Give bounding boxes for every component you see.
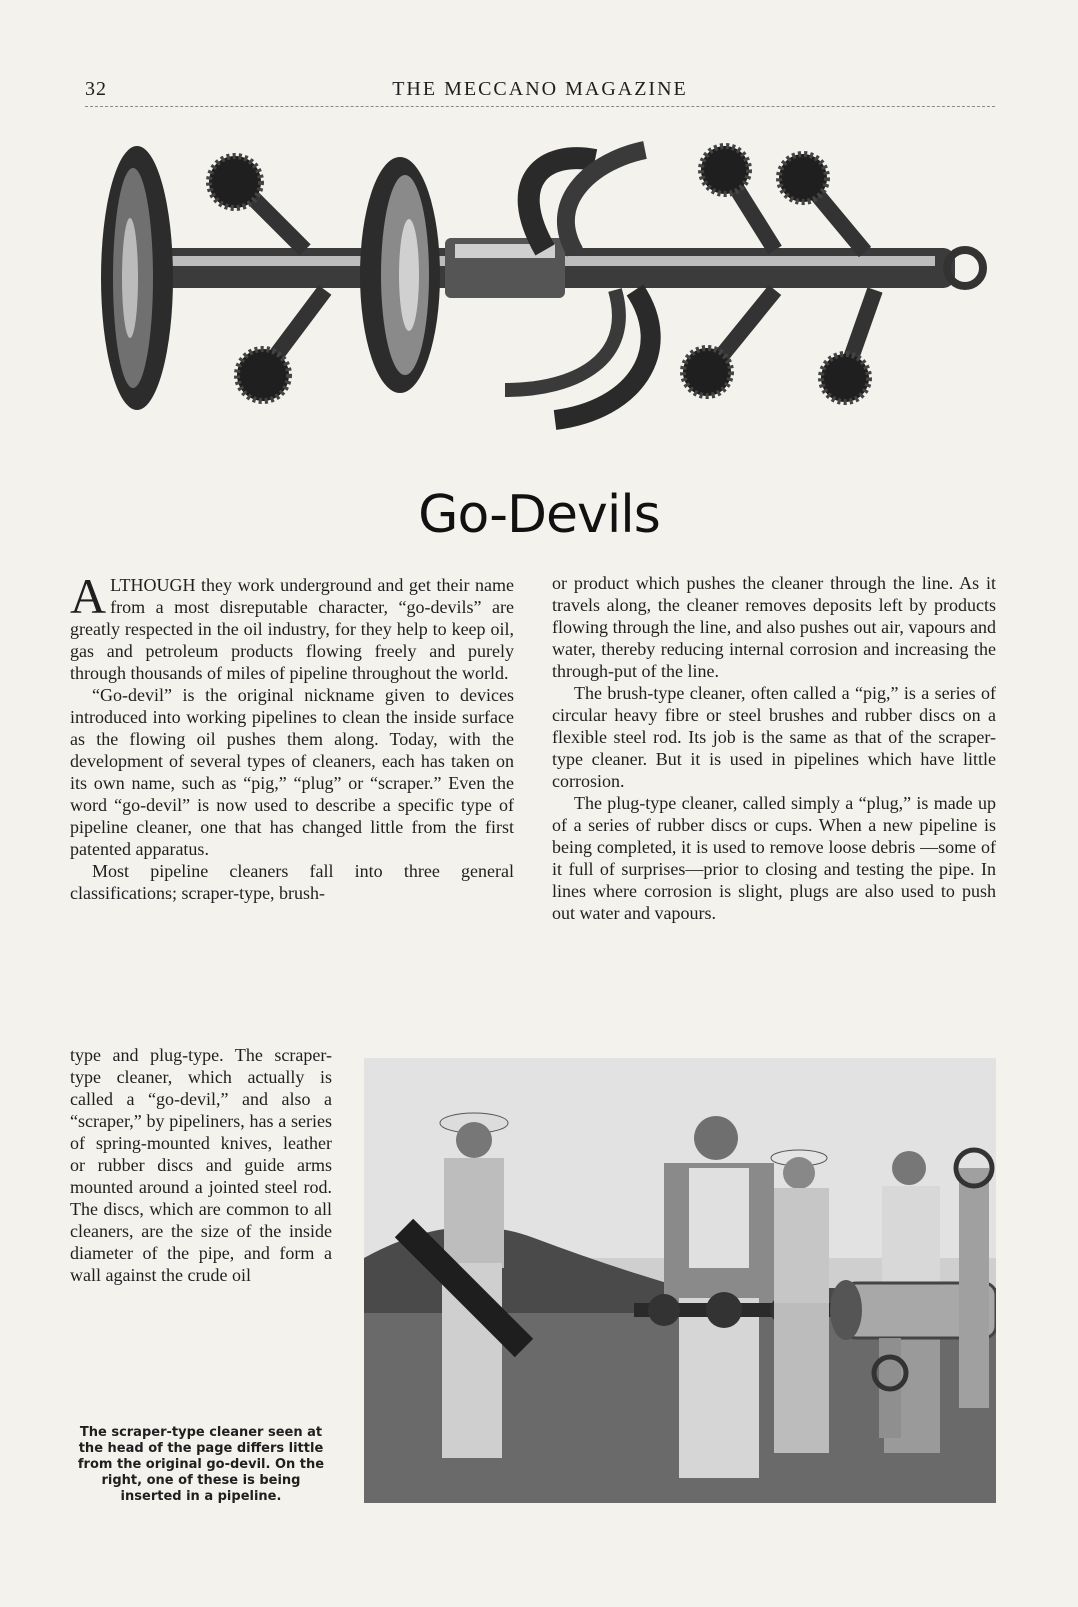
pipeline-insertion-photo (364, 1058, 996, 1503)
drop-cap: A (70, 568, 107, 624)
page-header (85, 78, 995, 107)
article-title: Go-Devils (418, 485, 660, 545)
scraper-cleaner-photo (75, 140, 1000, 430)
figure-caption: The scraper-type cleaner seen at the head of the page differs little from the original go-devil. On the right, one of these is being inserted in a pipeline. (77, 1425, 325, 1504)
article-column-narrow (70, 1044, 332, 1286)
article-paragraph: The plug-type cleaner, called simply a “plug,” is made up of a series of rubber discs or cups. When a new pipeline is being completed, it is used to remove loose debris —some of it full of surprises—prior to closing and testing the pipe. In lines where corrosion is slight, plugs are also used to push out water and vapours. (552, 793, 996, 923)
article-paragraph: “Go-devil” is the original nickname given to devices introduced into working pipelines to clean the inside surface as the flowing oil pushes them along. Today, with the development of several types of cleaners, each has taken on its own name, such as “pig,” “plug” or “scraper.” Even the word “go-devil” is now used to describe a specific type of pipeline cleaner, one that has changed little from the first patented apparatus. (70, 685, 514, 859)
article-column-left (70, 568, 514, 904)
article-paragraph: ALTHOUGH they work underground and get their name from a most disreputable character, “go-devils” are greatly respected in the oil industry, for they help to keep oil, gas and petroleum products flowing freely and purely through thousands of miles of pipeline throughout the world. (70, 568, 514, 683)
article-paragraph: The brush-type cleaner, often called a “pig,” is a series of circular heavy fibre or steel brushes and rubber discs on a flexible steel rod. Its job is the same as that of the scraper-type cleaner. But it is used in pipelines which have little corrosion. (552, 683, 996, 791)
page-number: 32 (85, 78, 107, 100)
article-paragraph: or product which pushes the cleaner through the line. As it travels along, the cleaner removes deposits left by products flowing through the line, and also pushes out air, vapours and water, thereby reducing internal corrosion and increasing the through-put of the line. (552, 573, 996, 681)
magazine-title: THE MECCANO MAGAZINE (392, 78, 688, 100)
article-paragraph: Most pipeline cleaners fall into three general classifications; scraper-type, brush- (70, 861, 514, 903)
article-column-right (552, 572, 996, 924)
article-paragraph: type and plug-type. The scraper-type cleaner, which actually is called a “go-devil,” and also a “scraper,” by pipeliners, has a series of spring-mounted knives, leather or rubber discs and guide arms mounted around a jointed steel rod. The discs, which are common to all cleaners, are the size of the inside diameter of the pipe, and form a wall against the crude oil (70, 1045, 332, 1285)
